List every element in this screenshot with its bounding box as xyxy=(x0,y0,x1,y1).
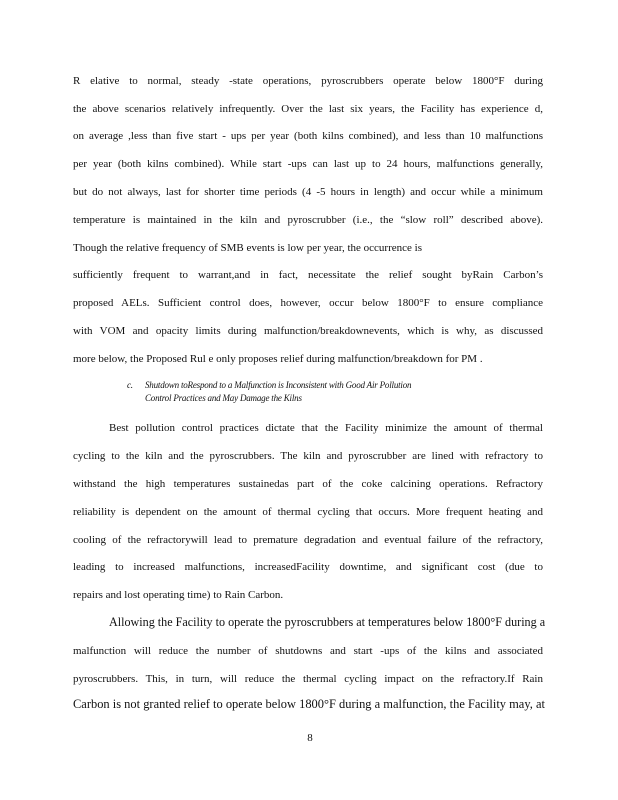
text-line: but do not always, last for shorter time periods (4 -5 hours in length) and occur while a minimum xyxy=(73,186,543,198)
text-line: leading to increased malfunctions, increasedFacility downtime, and significant cost (due to xyxy=(73,561,543,573)
text-line: with VOM and opacity limits during malfunction/breakdownevents, which is why, as discussed xyxy=(73,325,543,337)
text-line: Allowing the Facility to operate the pyroscrubbers at temperatures below 1800°F during a xyxy=(109,615,546,629)
text-line: temperature is maintained in the kiln and pyroscrubber (i.e., the “slow roll” described above). xyxy=(73,214,543,226)
page-number: 8 xyxy=(307,732,313,744)
heading-marker: c. xyxy=(127,380,133,390)
text-line: pyroscrubbers. This, in turn, will reduce the thermal cycling impact on the refractory.If Rain xyxy=(73,673,543,685)
text-line: malfunction will reduce the number of shutdowns and start -ups of the kilns and associated xyxy=(73,645,543,657)
text-line: sufficiently frequent to warrant,and in fact, necessitate the relief sought byRain Carbon’s xyxy=(73,269,543,281)
text-line: on average ,less than five start - ups per year (both kilns combined), and less than 10 malfunctions xyxy=(73,130,543,142)
text-line: Though the relative frequency of SMB events is low per year, the occurrence is xyxy=(73,242,422,254)
text-line: proposed AELs. Sufficient control does, however, occur below 1800°F to ensure compliance xyxy=(73,297,543,309)
text-line: withstand the high temperatures sustainedas part of the coke calcining operations. Refractory xyxy=(73,478,543,490)
text-line: cooling of the refractorywill lead to premature degradation and eventual failure of the refractory, xyxy=(73,534,543,546)
heading-line-1: Shutdown toRespond to a Malfunction is Inconsistent with Good Air Pollution xyxy=(145,380,412,390)
text-line: Carbon is not granted relief to operate below 1800°F during a malfunction, the Facility may, at xyxy=(73,697,545,711)
text-line: per year (both kilns combined). While start -ups can last up to 24 hours, malfunctions generally, xyxy=(73,158,543,170)
text-line: R elative to normal, steady -state operations, pyroscrubbers operate below 1800°F during xyxy=(73,75,543,87)
text-line: reliability is dependent on the amount of thermal cycling that occurs. More frequent heating and xyxy=(73,506,543,518)
heading-line-2: Control Practices and May Damage the Kilns xyxy=(145,393,302,403)
text-line: Best pollution control practices dictate that the Facility minimize the amount of thermal xyxy=(109,422,543,434)
text-line: the above scenarios relatively infrequently. Over the last six years, the Facility has experience d, xyxy=(73,103,543,115)
text-line: repairs and lost operating time) to Rain Carbon. xyxy=(73,589,284,601)
text-line: more below, the Proposed Rul e only proposes relief during malfunction/breakdown for PM . xyxy=(73,353,483,365)
text-line: cycling to the kiln and the pyroscrubbers. The kiln and pyroscrubber are lined with refractory to xyxy=(73,450,543,462)
